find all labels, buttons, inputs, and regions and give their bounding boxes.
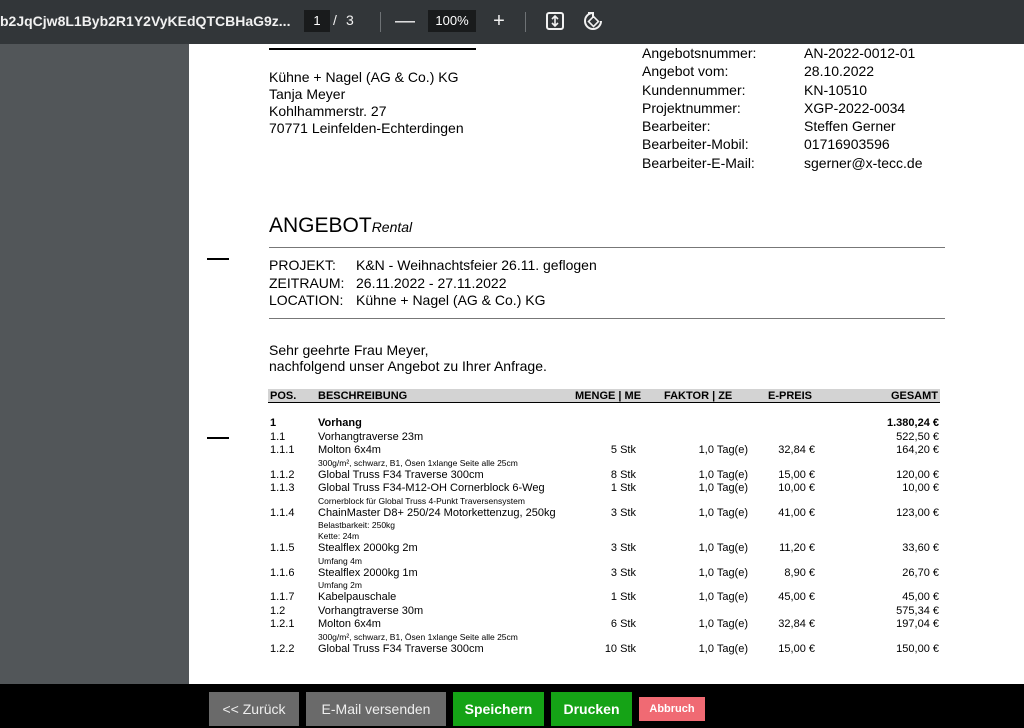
table-row bbox=[189, 444, 1024, 458]
cell-pos: 1.2.2 bbox=[270, 642, 295, 655]
table-row bbox=[189, 605, 1024, 619]
header-qty: MENGE | ME bbox=[575, 390, 642, 402]
toolbar-divider bbox=[380, 12, 381, 32]
cell-name: Vorhang bbox=[318, 417, 362, 429]
cell-total: 45,00 € bbox=[902, 591, 939, 603]
page-total: 3 bbox=[346, 12, 354, 28]
cell-total: 150,00 € bbox=[896, 642, 939, 655]
cell-qty: 5 Stk bbox=[610, 444, 636, 456]
table-row bbox=[189, 643, 1024, 657]
cell-pos: 1.1.7 bbox=[270, 591, 295, 603]
table-row bbox=[189, 591, 1024, 605]
cell-name: Global Truss F34 Traverse 300cm bbox=[318, 642, 484, 655]
meta-value: AN-2022-0012-01 bbox=[804, 45, 916, 61]
toolbar-divider bbox=[525, 12, 526, 32]
meta-row bbox=[642, 154, 922, 172]
heading-subtitle: Rental bbox=[371, 219, 413, 235]
detail-text: Belastbarkeit: 250kg bbox=[318, 520, 396, 530]
save-button[interactable]: Speichern bbox=[453, 692, 544, 726]
project-label: ZEITRAUM: bbox=[269, 274, 345, 291]
meta-label: Bearbeiter-Mobil: bbox=[642, 136, 749, 153]
cell-price: 15,00 € bbox=[778, 642, 815, 655]
cell-name: ChainMaster D8+ 250/24 Motorkettenzug, 250kg bbox=[318, 506, 556, 519]
cell-total: 120,00 € bbox=[896, 468, 939, 481]
detail-text: Kette: 24m bbox=[318, 531, 360, 541]
page-top-rule bbox=[269, 44, 476, 50]
document-page bbox=[189, 44, 1024, 684]
table-row bbox=[189, 567, 1024, 581]
recipient-address bbox=[269, 69, 464, 137]
meta-row bbox=[642, 81, 922, 99]
meta-row bbox=[642, 62, 922, 80]
meta-row bbox=[642, 99, 922, 117]
cell-price: 15,00 € bbox=[778, 468, 815, 481]
cell-qty: 1 Stk bbox=[610, 591, 636, 603]
cell-total: 1.380,24 € bbox=[887, 417, 939, 429]
detail-text: Umfang 2m bbox=[318, 580, 362, 590]
cell-price: 32,84 € bbox=[778, 618, 815, 630]
heading-title: ANGEBOT bbox=[269, 214, 372, 237]
cell-total: 26,70 € bbox=[902, 566, 939, 579]
cell-total: 33,60 € bbox=[902, 542, 939, 554]
project-info bbox=[269, 257, 597, 310]
cell-factor: 1,0 Tag(e) bbox=[698, 468, 748, 481]
rotate-icon[interactable] bbox=[580, 8, 606, 34]
meta-label: Bearbeiter-E-Mail: bbox=[642, 154, 755, 171]
fit-page-icon[interactable] bbox=[542, 8, 568, 34]
row-detail bbox=[189, 496, 1024, 507]
cancel-button[interactable]: Abbruch bbox=[639, 697, 705, 721]
cell-qty: 3 Stk bbox=[610, 542, 636, 554]
zoom-level-input[interactable]: 100% bbox=[428, 10, 476, 32]
cell-total: 575,34 € bbox=[896, 604, 939, 617]
cell-factor: 1,0 Tag(e) bbox=[698, 506, 748, 519]
header-pos: POS. bbox=[270, 390, 297, 402]
document-title: b2JqCjw8L1Byb2R1Y2VyKEdQTCBHaG9z... bbox=[0, 13, 290, 29]
project-value: K&N - Weihnachtsfeier 26.11. geflogen bbox=[356, 257, 597, 273]
page-number-input[interactable]: 1 bbox=[304, 10, 330, 32]
meta-value: sgerner@x-tecc.de bbox=[804, 154, 923, 171]
cell-pos: 1.1.3 bbox=[270, 482, 295, 494]
cell-pos: 1.1.5 bbox=[270, 542, 295, 554]
cell-factor: 1,0 Tag(e) bbox=[698, 618, 748, 630]
address-line: Kühne + Nagel (AG & Co.) KG bbox=[269, 69, 459, 85]
cell-pos: 1 bbox=[270, 417, 277, 429]
cell-price: 8,90 € bbox=[784, 566, 815, 579]
table-header bbox=[268, 389, 940, 403]
cell-factor: 1,0 Tag(e) bbox=[698, 591, 748, 603]
project-row bbox=[269, 257, 597, 275]
cell-name: Vorhangtraverse 23m bbox=[318, 430, 424, 443]
table-row bbox=[189, 618, 1024, 632]
action-bar bbox=[0, 684, 1024, 728]
cell-pos: 1.1.6 bbox=[270, 566, 295, 579]
print-button[interactable]: Drucken bbox=[551, 692, 632, 726]
row-detail bbox=[189, 458, 1024, 469]
pdf-toolbar bbox=[0, 0, 1024, 44]
heading-rule bbox=[269, 247, 945, 248]
cell-qty: 6 Stk bbox=[610, 618, 636, 630]
cell-qty: 10 Stk bbox=[604, 642, 636, 655]
cell-pos: 1.1 bbox=[270, 430, 286, 443]
meta-value: KN-10510 bbox=[804, 81, 868, 98]
table-row bbox=[189, 431, 1024, 445]
cell-total: 522,50 € bbox=[896, 430, 939, 443]
cell-pos: 1.2.1 bbox=[270, 618, 295, 630]
row-detail bbox=[189, 556, 1024, 567]
cell-name: Vorhangtraverse 30m bbox=[318, 604, 424, 617]
meta-value: XGP-2022-0034 bbox=[804, 99, 906, 116]
cell-factor: 1,0 Tag(e) bbox=[698, 566, 748, 579]
cell-name: Global Truss F34-M12-OH Cornerblock 6-Weg bbox=[318, 482, 545, 494]
cell-total: 123,00 € bbox=[896, 506, 939, 519]
table-body bbox=[189, 417, 1024, 656]
header-total: GESAMT bbox=[890, 390, 938, 402]
address-line: Tanja Meyer bbox=[269, 86, 346, 102]
meta-label: Kundennummer: bbox=[642, 81, 746, 98]
intro-text bbox=[269, 342, 547, 374]
cell-name: Global Truss F34 Traverse 300cm bbox=[318, 468, 484, 481]
email-button[interactable]: E-Mail versenden bbox=[306, 692, 446, 726]
meta-value: 01716903596 bbox=[804, 136, 890, 153]
address-line: Kohlhammerstr. 27 bbox=[269, 103, 387, 119]
cell-price: 32,84 € bbox=[778, 444, 815, 456]
cell-total: 164,20 € bbox=[896, 444, 939, 456]
meta-label: Bearbeiter: bbox=[642, 118, 711, 135]
cell-qty: 3 Stk bbox=[610, 506, 636, 519]
offer-heading bbox=[269, 214, 412, 238]
intro-line: nachfolgend unser Angebot zu Ihrer Anfrage. bbox=[269, 358, 547, 374]
intro-line: Sehr geehrte Frau Meyer, bbox=[269, 342, 429, 358]
cell-qty: 1 Stk bbox=[610, 482, 636, 494]
row-detail bbox=[189, 632, 1024, 643]
table-row bbox=[189, 417, 1024, 431]
table-row bbox=[189, 469, 1024, 483]
cell-name: Stealflex 2000kg 2m bbox=[318, 542, 418, 554]
cell-qty: 3 Stk bbox=[610, 566, 636, 579]
row-detail bbox=[189, 520, 1024, 531]
detail-text: Umfang 4m bbox=[318, 555, 362, 566]
meta-label: Angebotsnummer: bbox=[642, 45, 757, 61]
meta-row bbox=[642, 117, 922, 135]
detail-text: 300g/m², schwarz, B1, Ösen 1xlange Seite alle 25cm bbox=[318, 631, 518, 642]
project-rule bbox=[269, 318, 945, 319]
header-price: E-PREIS bbox=[768, 390, 813, 402]
row-detail bbox=[189, 531, 1024, 542]
meta-value: 28.10.2022 bbox=[804, 63, 875, 80]
cell-factor: 1,0 Tag(e) bbox=[698, 482, 748, 494]
cell-price: 10,00 € bbox=[778, 482, 815, 494]
header-factor: FAKTOR | ZE bbox=[664, 390, 733, 402]
table-row bbox=[189, 482, 1024, 496]
cell-price: 41,00 € bbox=[778, 506, 815, 519]
meta-row bbox=[642, 135, 922, 153]
plus-icon[interactable]: + bbox=[493, 10, 505, 32]
fold-mark bbox=[207, 258, 229, 260]
meta-value: Steffen Gerner bbox=[804, 118, 896, 135]
cell-name: Kabelpauschale bbox=[318, 591, 397, 603]
cell-qty: 8 Stk bbox=[610, 468, 636, 481]
meta-label: Projektnummer: bbox=[642, 99, 741, 116]
project-row bbox=[269, 292, 597, 310]
table-row bbox=[189, 542, 1024, 556]
meta-label: Angebot vom: bbox=[642, 63, 729, 80]
cell-name: Molton 6x4m bbox=[318, 444, 381, 456]
address-line: 70771 Leinfelden-Echterdingen bbox=[269, 120, 464, 136]
page-separator: / bbox=[333, 12, 337, 28]
cell-pos: 1.1.1 bbox=[270, 444, 295, 456]
back-button[interactable]: << Zurück bbox=[209, 692, 299, 726]
cell-factor: 1,0 Tag(e) bbox=[698, 444, 748, 456]
cell-pos: 1.1.4 bbox=[270, 506, 295, 519]
cell-price: 45,00 € bbox=[778, 591, 815, 603]
cell-pos: 1.1.2 bbox=[270, 468, 295, 481]
project-value: 26.11.2022 - 27.11.2022 bbox=[356, 274, 507, 291]
meta-row bbox=[642, 44, 922, 62]
header-desc: BESCHREIBUNG bbox=[318, 390, 408, 402]
cell-price: 11,20 € bbox=[779, 542, 815, 554]
cell-total: 10,00 € bbox=[902, 482, 939, 494]
cell-name: Stealflex 2000kg 1m bbox=[318, 566, 418, 579]
cell-pos: 1.2 bbox=[270, 604, 286, 617]
detail-text: Cornerblock für Global Truss 4-Punkt Traversensystem bbox=[318, 495, 525, 506]
cell-name: Molton 6x4m bbox=[318, 618, 381, 630]
table-row bbox=[189, 507, 1024, 521]
row-detail bbox=[189, 580, 1024, 591]
cell-factor: 1,0 Tag(e) bbox=[698, 642, 748, 655]
project-value: Kühne + Nagel (AG & Co.) KG bbox=[356, 292, 546, 308]
detail-text: 300g/m², schwarz, B1, Ösen 1xlange Seite alle 25cm bbox=[318, 457, 518, 468]
cell-total: 197,04 € bbox=[896, 618, 939, 630]
project-row bbox=[269, 275, 597, 293]
offer-meta bbox=[642, 44, 922, 172]
minus-icon[interactable]: — bbox=[395, 10, 415, 32]
project-label: LOCATION: bbox=[269, 292, 344, 308]
cell-factor: 1,0 Tag(e) bbox=[698, 542, 748, 554]
project-label: PROJEKT: bbox=[269, 257, 336, 273]
